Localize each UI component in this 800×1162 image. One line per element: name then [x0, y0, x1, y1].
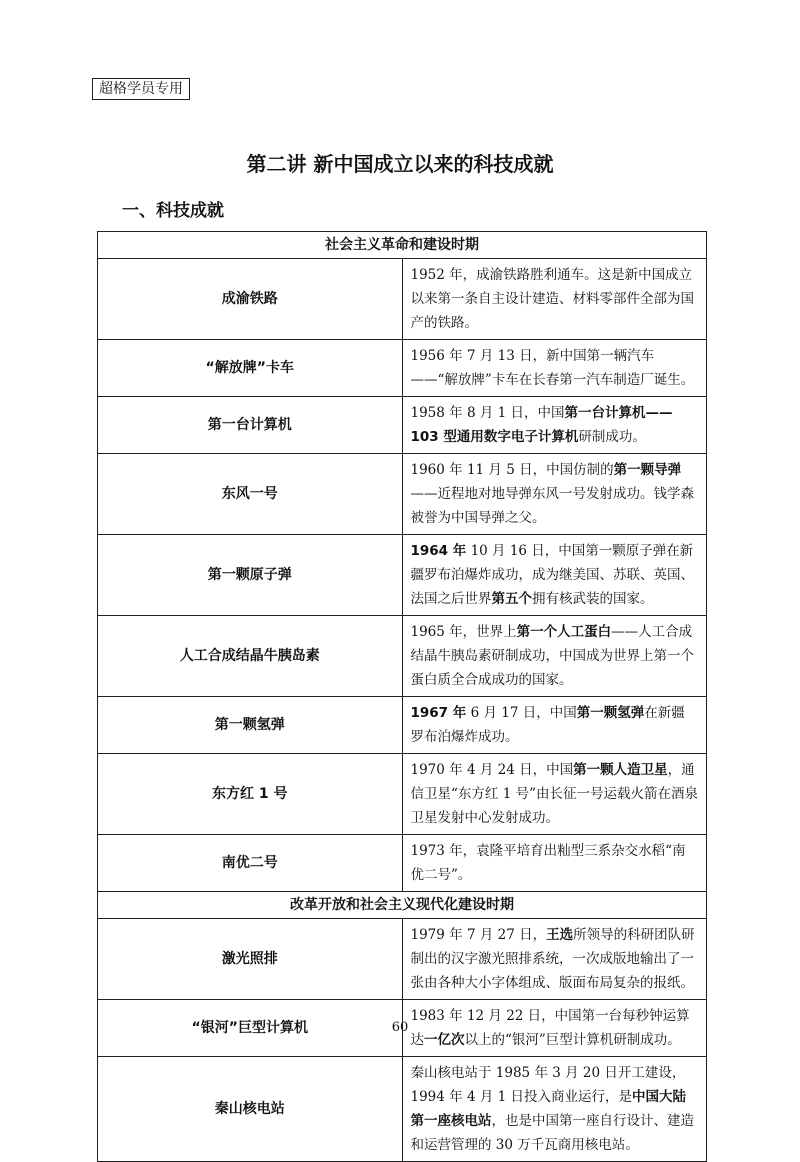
achievement-description: [402, 835, 707, 892]
description-text: 拥有核武装的国家。: [532, 591, 654, 607]
description-text: 1960 年 11 月 5 日，中国仿制的: [410, 462, 614, 478]
table-row: [98, 835, 707, 892]
description-text: 1979 年 7 月 27 日，: [410, 927, 547, 943]
description-text: ——人工合成结晶牛胰岛素研制成功，中国成为世界上第一个蛋白质全合成成功的国家。: [410, 624, 694, 688]
achievement-description: [402, 397, 707, 454]
section-heading: 一、科技成就: [122, 201, 224, 221]
description-text: 在新疆罗布泊爆炸成功。: [410, 705, 685, 745]
description-text: ——近程地对地导弹东风一号发射成功。钱学森被誉为中国导弹之父。: [410, 486, 694, 526]
achievement-name: 人工合成结晶牛胰岛素: [98, 616, 403, 697]
description-text: 1983 年 12 月 22 日，中国第一台每秒钟运算达: [410, 1008, 690, 1048]
highlight-text: 1967 年: [410, 705, 467, 721]
description-text: 1970 年 4 月 24 日，中国: [410, 762, 574, 778]
achievement-name: 第一颗氢弹: [98, 697, 403, 754]
period-title: 社会主义革命和建设时期: [98, 232, 707, 259]
table-row: [98, 697, 707, 754]
period-title: 改革开放和社会主义现代化建设时期: [98, 892, 707, 919]
table-row: [98, 340, 707, 397]
achievement-description: [402, 616, 707, 697]
achievement-description: [402, 697, 707, 754]
highlight-text: 1964 年: [410, 543, 467, 559]
achievement-description: [402, 340, 707, 397]
achievement-name: 第一台计算机: [98, 397, 403, 454]
description-text: 1952 年，成渝铁路胜利通车。这是新中国成立以来第一条自主设计建造、材料零部件全部为国产的铁路。: [410, 267, 694, 331]
description-text: ，也是中国第一座自行设计、建造和运营管理的 30 万千瓦商用核电站。: [410, 1113, 694, 1153]
description-text: 10 月 16 日，中国第一颗原子弹在新疆罗布泊爆炸成功，成为继美国、苏联、英国、法国之后世界: [410, 543, 694, 607]
highlight-text: 王选: [546, 927, 574, 943]
highlight-text: 中国大陆第一座核电站: [410, 1089, 686, 1129]
achievement-name: 秦山核电站: [98, 1057, 403, 1162]
achievement-name: 东风一号: [98, 454, 403, 535]
achievement-description: [402, 259, 707, 340]
description-text: 1956 年 7 月 13 日，新中国第一辆汽车——“解放牌”卡车在长春第一汽车制造厂诞生。: [410, 348, 695, 388]
highlight-text: 第一颗导弹: [613, 462, 682, 478]
achievement-description: [402, 1057, 707, 1162]
student-tag: 超格学员专用: [92, 78, 190, 100]
achievement-description: [402, 919, 707, 1000]
achievement-name: 激光照排: [98, 919, 403, 1000]
description-text: ，通信卫星“东方红 1 号”由长征一号运载火箭在酒泉卫星发射中心发射成功。: [410, 762, 698, 826]
table-row: [98, 397, 707, 454]
period-row: [98, 892, 707, 919]
highlight-text: 第一个人工蛋白: [516, 624, 612, 640]
table-row: [98, 259, 707, 340]
page-number: 60: [391, 1020, 409, 1035]
lecture-title: 第二讲 新中国成立以来的科技成就: [246, 152, 554, 176]
highlight-text: 第一颗人造卫星: [573, 762, 668, 778]
description-text: 以上的“银河”巨型计算机研制成功。: [464, 1032, 681, 1048]
description-text: 1958 年 8 月 1 日，中国: [410, 405, 565, 421]
achievement-name: 成渝铁路: [98, 259, 403, 340]
achievement-description: [402, 535, 707, 616]
table-row: [98, 454, 707, 535]
description-text: 所领导的科研团队研制出的汉字激光照排系统，一次成版地输出了一张由各种大小字体组成、版面布局复杂的报纸。: [410, 927, 695, 991]
highlight-text: 第五个: [491, 591, 532, 607]
table-row: [98, 616, 707, 697]
table-row: [98, 535, 707, 616]
achievement-name: “解放牌”卡车: [98, 340, 403, 397]
table-row: [98, 1057, 707, 1162]
achievement-name: “银河”巨型计算机: [98, 1000, 403, 1057]
description-text: 秦山核电站于 1985 年 3 月 20 日开工建设，1994 年 4 月 1 日投入商业运行，是: [410, 1065, 686, 1105]
period-row: [98, 232, 707, 259]
achievement-name: 第一颗原子弹: [98, 535, 403, 616]
highlight-text: 第一颗氢弹: [576, 705, 645, 721]
highlight-text: 第一台计算机——103 型通用数字电子计算机: [410, 405, 673, 445]
achievement-description: [402, 754, 707, 835]
achievement-name: 南优二号: [98, 835, 403, 892]
achievement-name: 东方红 1 号: [98, 754, 403, 835]
achievement-description: [402, 454, 707, 535]
description-text: 1973 年，袁隆平培育出籼型三系杂交水稻“南优二号”。: [410, 843, 686, 883]
description-text: 6 月 17 日，中国: [466, 705, 577, 721]
description-text: 1965 年，世界上: [410, 624, 517, 640]
table-row: [98, 919, 707, 1000]
highlight-text: 一亿次: [424, 1032, 465, 1048]
description-text: 研制成功。: [578, 429, 646, 445]
table-row: [98, 754, 707, 835]
